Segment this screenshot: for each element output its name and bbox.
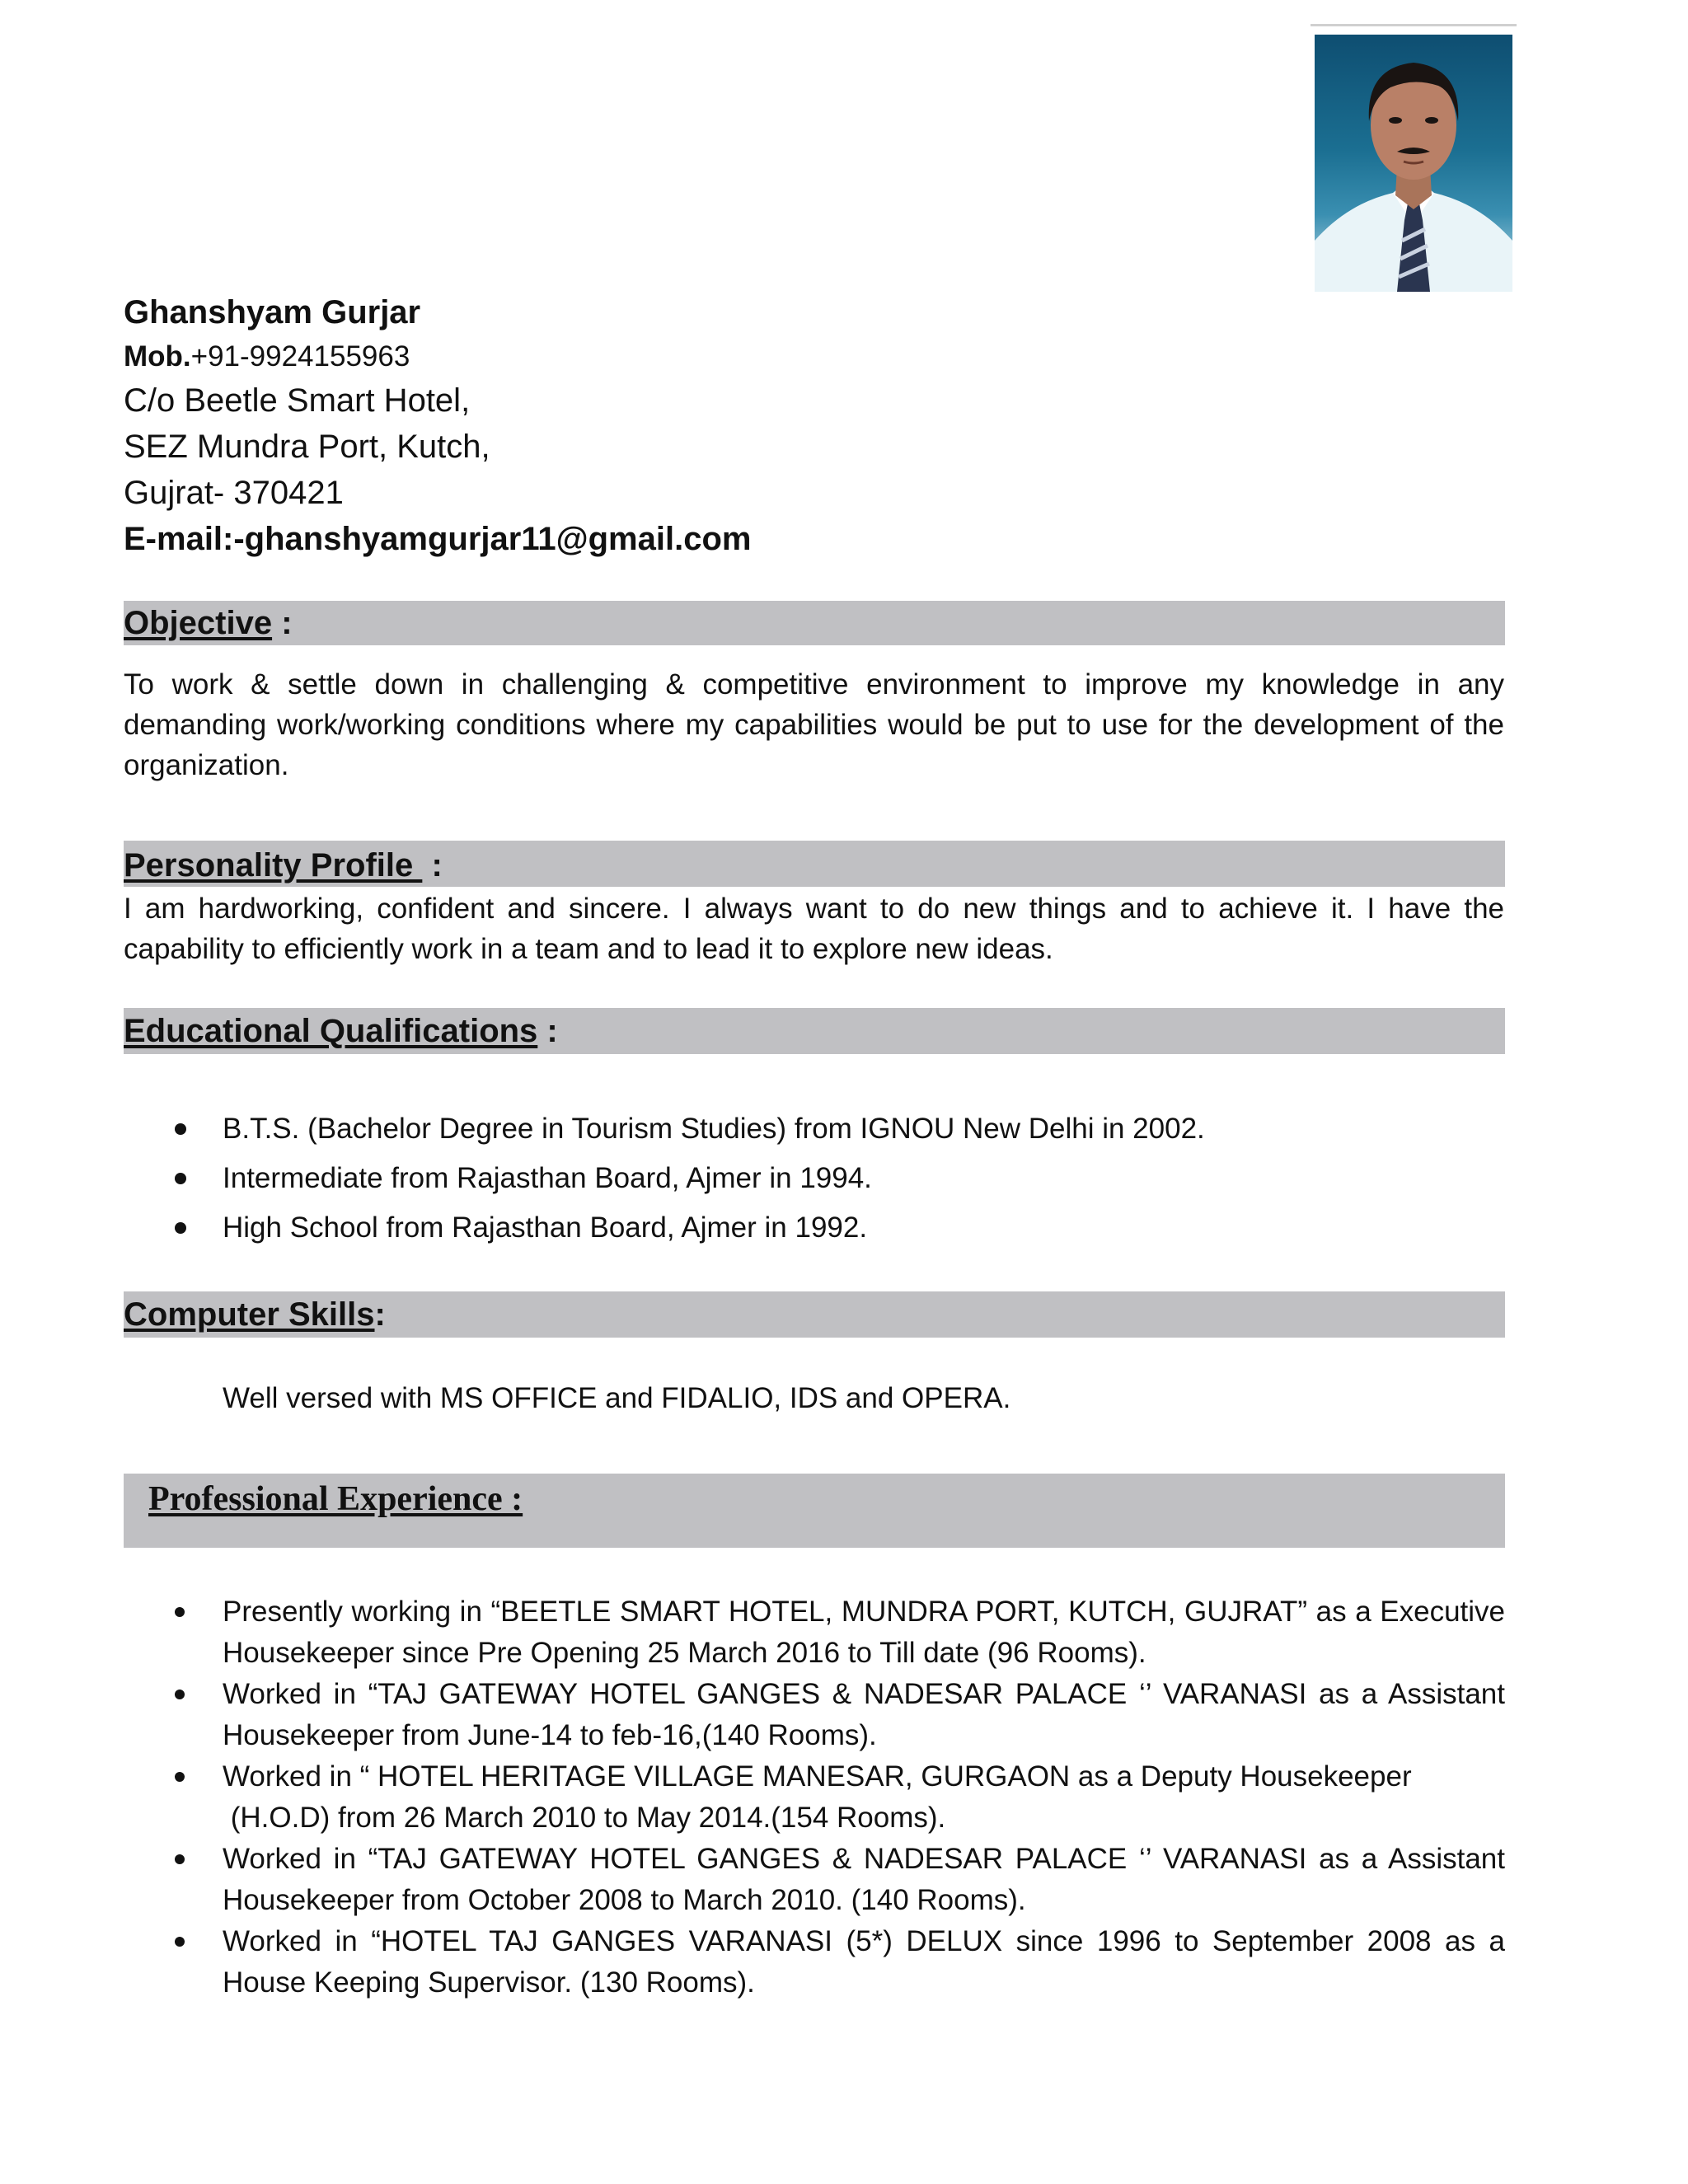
bullet-icon bbox=[175, 1173, 186, 1184]
experience-line: Worked in “HOTEL TAJ GANGES VARANASI (5*) DELUX since 1996 to September 2008 as a bbox=[223, 1925, 1505, 1957]
mobile-label: Mob. bbox=[124, 340, 191, 373]
section-title-suffix: : bbox=[422, 847, 443, 883]
list-item bbox=[124, 1158, 1505, 1199]
list-item bbox=[124, 1207, 1505, 1249]
education-item-text: Intermediate from Rajasthan Board, Ajmer in 1994. bbox=[223, 1162, 872, 1194]
section-title-text: Professional Experience : bbox=[148, 1480, 523, 1518]
experience-line: House Keeping Supervisor. (130 Rooms). bbox=[223, 1966, 755, 1999]
list-item bbox=[124, 1839, 1505, 1921]
section-title bbox=[124, 1010, 558, 1052]
education-item-text: High School from Rajasthan Board, Ajmer in 1992. bbox=[223, 1212, 868, 1244]
section-header-objective bbox=[124, 601, 1505, 645]
section-header-computer-skills bbox=[124, 1291, 1505, 1338]
experience-line: (H.O.D) from 26 March 2010 to May 2014.(154 Rooms). bbox=[223, 1802, 946, 1834]
section-title-suffix: : bbox=[374, 1296, 386, 1333]
experience-line: Presently working in “BEETLE SMART HOTEL, MUNDRA PORT, KUTCH, GUJRAT” as a Executive bbox=[223, 1596, 1505, 1628]
personality-text: I am hardworking, confident and sincere. I always want to do new things and to achieve it. I have the capability to efficiently work in a team and to lead it to explore new ideas. bbox=[124, 893, 1504, 965]
address-line-2: SEZ Mundra Port, Kutch, bbox=[124, 429, 490, 465]
section-header-professional-experience bbox=[124, 1474, 1505, 1548]
profile-photo-illustration bbox=[1315, 35, 1512, 292]
list-item bbox=[124, 1674, 1505, 1756]
experience-line: Housekeeper from October 2008 to March 2010. (140 Rooms). bbox=[223, 1884, 1026, 1916]
section-title-text: Educational Qualifications bbox=[124, 1013, 538, 1049]
list-item bbox=[124, 1921, 1505, 2004]
list-item bbox=[124, 1591, 1505, 1674]
bullet-icon bbox=[175, 1937, 185, 1947]
contact-block bbox=[124, 288, 1113, 562]
computer-skills-text: Well versed with MS OFFICE and FIDALIO, IDS and OPERA. bbox=[223, 1382, 1011, 1414]
section-header-personality-profile bbox=[124, 841, 1505, 887]
education-item-text: B.T.S. (Bachelor Degree in Tourism Studies) from IGNOU New Delhi in 2002. bbox=[223, 1113, 1205, 1145]
bullet-icon bbox=[175, 1690, 185, 1699]
section-title bbox=[148, 1477, 523, 1521]
address-line-3: Gujrat- 370421 bbox=[124, 475, 344, 511]
objective-text: To work & settle down in challenging & competitive environment to improve my knowledge in any demanding work/working conditions where my capabilities would be put to use for the development of the organization. bbox=[124, 668, 1504, 781]
section-title-text: Objective bbox=[124, 605, 273, 641]
experience-line: Worked in “TAJ GATEWAY HOTEL GANGES & NADESAR PALACE ‘’ VARANASI as a Assistant bbox=[223, 1843, 1505, 1875]
section-header-educational-qualifications bbox=[124, 1008, 1505, 1054]
bullet-icon bbox=[175, 1854, 185, 1864]
section-title bbox=[124, 602, 293, 644]
list-item bbox=[124, 1756, 1505, 1839]
experience-line: Housekeeper from June-14 to feb-16,(140 Rooms). bbox=[223, 1719, 877, 1751]
list-item bbox=[124, 1108, 1505, 1150]
mobile-number: +91-9924155963 bbox=[190, 340, 410, 373]
experience-list bbox=[124, 1591, 1505, 2004]
experience-line: Worked in “ HOTEL HERITAGE VILLAGE MANESAR, GURGAON as a Deputy Housekeeper bbox=[223, 1760, 1412, 1793]
section-title bbox=[124, 1293, 386, 1336]
section-title bbox=[124, 844, 443, 887]
bullet-icon bbox=[175, 1607, 185, 1617]
profile-photo bbox=[1315, 35, 1512, 292]
experience-line: Worked in “TAJ GATEWAY HOTEL GANGES & NADESAR PALACE ‘’ VARANASI as a Assistant bbox=[223, 1678, 1505, 1710]
mobile-line bbox=[124, 336, 1113, 377]
address-line-1: C/o Beetle Smart Hotel, bbox=[124, 382, 471, 419]
experience-line: Housekeeper since Pre Opening 25 March 2016 to Till date (96 Rooms). bbox=[223, 1637, 1146, 1669]
section-title-text: Computer Skills bbox=[124, 1296, 375, 1333]
bullet-icon bbox=[175, 1772, 185, 1782]
bullet-icon bbox=[175, 1123, 186, 1135]
photo-top-rule bbox=[1311, 24, 1517, 26]
section-title-text: Personality Profile bbox=[124, 847, 423, 883]
section-title-suffix: : bbox=[272, 605, 293, 641]
bullet-icon bbox=[175, 1222, 186, 1234]
email-line: E-mail:-ghanshyamgurjar11@gmail.com bbox=[124, 521, 752, 557]
education-list bbox=[124, 1108, 1505, 1257]
candidate-name: Ghanshyam Gurjar bbox=[124, 294, 421, 330]
section-title-suffix: : bbox=[537, 1013, 558, 1049]
